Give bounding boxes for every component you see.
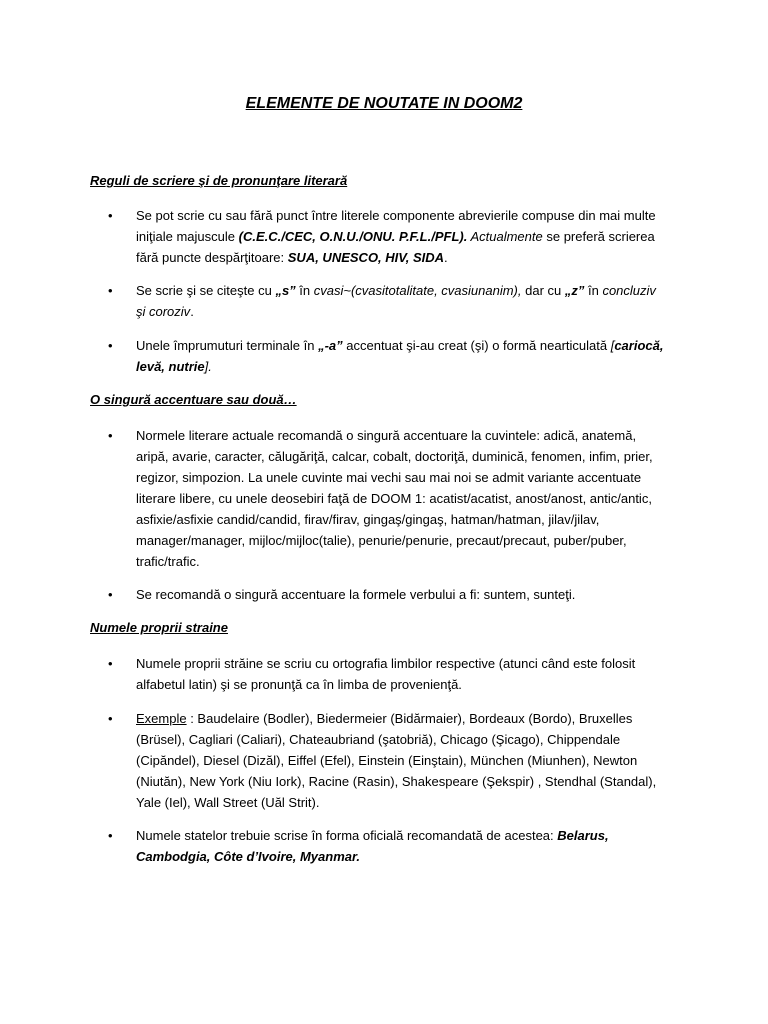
bullet-icon: • (108, 338, 113, 353)
bullet-icon: • (108, 428, 113, 443)
list-item-text: Se recomandă o singură accentuare la formele verbului a fi: suntem, sunteţi. (136, 587, 576, 602)
list-item (108, 335, 668, 377)
section-heading-accentuare: O singură accentuare sau două… (90, 392, 297, 407)
exemple-label: Exemple (136, 711, 187, 726)
bullet-icon: • (108, 208, 113, 223)
bullet-icon: • (108, 587, 113, 602)
list-item-text: Normele literare actuale recomandă o singură accentuare la cuvintele: adică, anatemă, aripă, avarie, caracter, călugăriţă, calcar, cobalt, doctoriţă, duminică, fenomen, infim, prier, regizor, simpozion. La unele cuvinte mai vechi sau mai noi se admit variante accentuate literare libere, cu unele deosebiri faţă de DOOM 1: acatist/acatist, anost/anost, antic/antic, asfixie/asfixie candid/candid, firav/firav, gingaş/gingaş, hatman/hatman, jilav/jilav, manager/manager, mijloc/mijloc(talie), penurie/penurie, precaut/precaut, puber/puber, trafic/trafic. (136, 428, 653, 569)
list-item (108, 825, 668, 867)
section-heading-reguli: Reguli de scriere şi de pronunţare literară (90, 173, 348, 188)
list-item (108, 708, 668, 813)
bullet-icon: • (108, 283, 113, 298)
list-item-text: Se pot scrie cu sau fără punct între literele componente abrevierile compuse din mai multe iniţiale majuscule (C.E.C./CEC, O.N.U./ONU. P.F.L./PFL). Actualmente se preferă scrierea fără puncte despărţitoare: SUA, UNESCO, HIV, SIDA. (136, 208, 656, 265)
bullet-icon: • (108, 828, 113, 843)
list-item (108, 205, 668, 268)
bullet-icon: • (108, 711, 113, 726)
list-item (108, 653, 668, 695)
list-item-text: Exemple : Baudelaire (Bodler), Biedermeier (Bidărmaier), Bordeaux (Bordo), Bruxelles (Brüsel), Cagliari (Caliari), Chateaubriand (şatobriă), Chicago (Şicago), Chippendale (Cipăndel), Diesel (Dizăl), Eiffel (Efel), Einstein (Einştain), München (Miunhen), Newton (Niutăn), New York (Niu Iork), Racine (Rasin), Shakespeare (Şekspir) , Stendhal (Standal), Yale (Iel), Wall Street (Uăl Strit). (136, 711, 657, 810)
list-item (108, 584, 668, 605)
list-item-text: Numele statelor trebuie scrise în forma oficială recomandată de acestea: Belarus, Cambodgia, Côte d’Ivoire, Myanmar. (136, 828, 609, 864)
bullet-icon: • (108, 656, 113, 671)
list-item-text: Se scrie şi se citeşte cu „s” în cvasi~(cvasitotalitate, cvasiunanim), dar cu „z” în concluziv şi coroziv. (136, 283, 656, 319)
list-item-text: Unele împrumuturi terminale în „-a” accentuat şi-au creat (şi) o formă nearticulată [cariocă, levă, nutrie]. (136, 338, 664, 374)
list-item-text: Numele proprii străine se scriu cu ortografia limbilor respective (atunci când este folosit alfabetul latin) şi se pronunţă ca în limba de provenienţă. (136, 656, 636, 692)
section-heading-numele-proprii: Numele proprii straine (90, 620, 228, 635)
document-title: ELEMENTE DE NOUTATE IN DOOM2 (245, 95, 523, 112)
list-item (108, 280, 668, 322)
list-item (108, 425, 668, 572)
